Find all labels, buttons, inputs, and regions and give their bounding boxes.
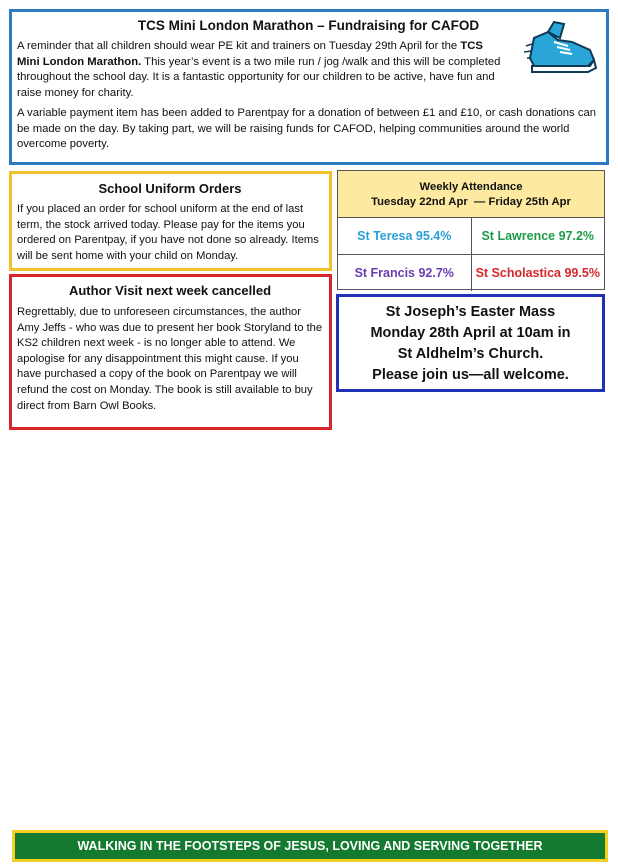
- running-shoe-icon: [524, 16, 598, 76]
- marathon-title: TCS Mini London Marathon – Fundraising for CAFOD: [137, 18, 480, 33]
- author-title: Author Visit next week cancelled: [68, 283, 272, 298]
- marathon-paragraph-2: A variable payment item has been added to Parentpay for a donation of between £1 and £10, or cash donations can be made on the day. By taking part, we will be raising funds for CAFOD, helping communities around the world overcome poverty.: [17, 107, 597, 150]
- attendance-header: [338, 171, 604, 218]
- mass-line-4: Please join us—all welcome.: [372, 367, 569, 383]
- mass-line-2: Monday 28th April at 10am in: [370, 325, 571, 341]
- marathon-text-c: This year’s event is a two mile run / jog /walk and this will be completed throughout the school day. It is a fantastic opportunity for our children to be active, have fun and raise money for charity.: [17, 55, 501, 99]
- footer-motto: WALKING IN THE FOOTSTEPS OF JESUS, LOVING AND SERVING TOGETHER: [77, 839, 543, 853]
- author-body: Regrettably, due to unforeseen circumstances, the author Amy Jeffs - who was due to present her book Storyland to the KS2 children next week - is no longer able to attend. We apologise for any disappointment this might cause. If you have purchased a copy of the book on Parentpay we will refund the cost on Monday. The book is still available to buy direct from Barn Owl Books.: [17, 306, 323, 412]
- attendance-row: [338, 218, 604, 255]
- uniform-notice: [9, 171, 332, 271]
- attendance-cell-st-scholastica: St Scholastica 99.5%: [471, 255, 605, 291]
- footer-motto-banner: [12, 830, 608, 862]
- attendance-dates: Tuesday 22nd Apr — Friday 25th Apr: [371, 196, 571, 208]
- marathon-notice: [9, 9, 609, 165]
- uniform-body: If you placed an order for school uniform at the end of last term, the stock arrived today. Please pay for the items you ordered on Parentpay, if you have not done so already. Items will be sent home with your child on Monday.: [17, 203, 319, 262]
- attendance-cell-st-teresa: St Teresa 95.4%: [357, 229, 452, 243]
- easter-mass-notice: [336, 294, 605, 392]
- marathon-paragraph-1: [17, 39, 508, 101]
- attendance-table: [337, 170, 605, 290]
- attendance-title: Weekly Attendance: [419, 181, 523, 193]
- mass-line-3: St Aldhelm’s Church.: [397, 346, 544, 362]
- attendance-row: [338, 255, 604, 291]
- author-visit-notice: [9, 274, 332, 430]
- marathon-text-a: A reminder that all children should wear PE kit and trainers on Tuesday 29th April for the: [17, 40, 461, 52]
- mass-line-1: St Joseph’s Easter Mass: [385, 304, 556, 320]
- attendance-cell-st-francis: St Francis 92.7%: [354, 266, 454, 280]
- marathon-event-name: TCS Mini London Marathon.: [17, 40, 483, 68]
- attendance-cell-st-lawrence: St Lawrence 97.2%: [471, 218, 605, 254]
- uniform-title: School Uniform Orders: [98, 181, 242, 196]
